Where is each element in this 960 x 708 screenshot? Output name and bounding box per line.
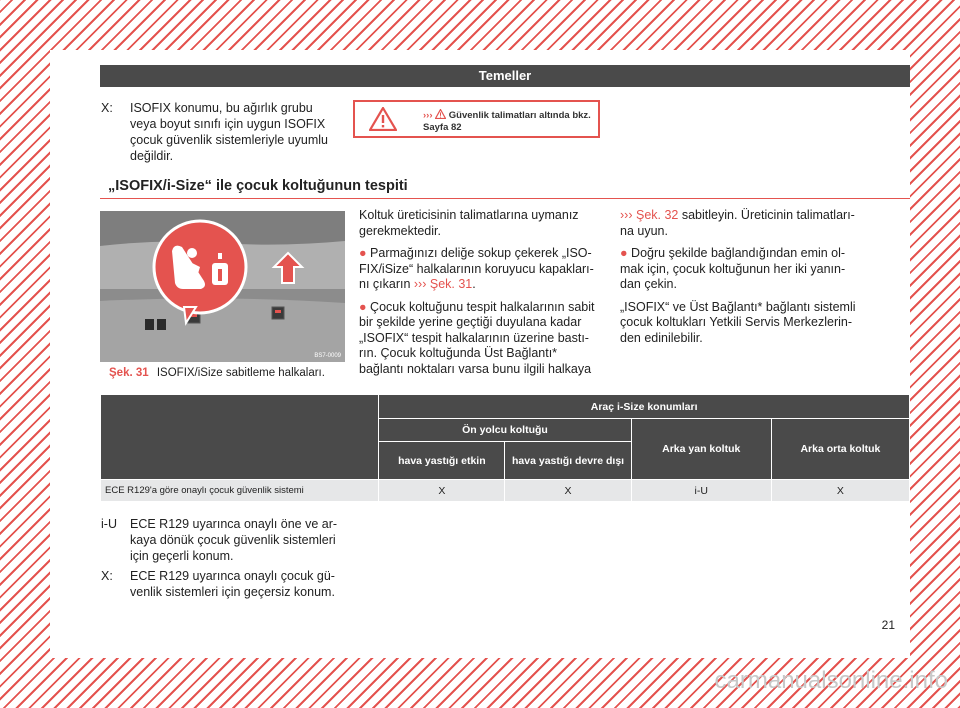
table-header-rear-side: Arka yan koltuk bbox=[631, 419, 771, 480]
section-divider bbox=[100, 198, 910, 199]
definition-text: ECE R129 uyarınca onaylı öne ve ar-kaya dönük çocuk güvenlik sistemleri için geçerli konum. bbox=[130, 517, 338, 563]
section-title: „ISOFIX/i-Size“ ile çocuk koltuğunun tespiti bbox=[108, 178, 408, 194]
isofix-anchor-illustration bbox=[100, 211, 345, 362]
bullet-text: Parmağınızı deliğe sokup çekerek „ISO-FIX/iSize“ halkalarının koruyucu kapakları-nı çıkarın bbox=[359, 246, 594, 291]
bullet-dot-icon: ● bbox=[620, 246, 628, 260]
bullet-text-end: . bbox=[472, 277, 476, 291]
reference-arrows: ››› bbox=[620, 208, 633, 222]
warning-line-1: Güvenlik talimatları altında bkz. bbox=[448, 110, 591, 121]
table-header-airbag-on: hava yastığı etkin bbox=[379, 442, 505, 480]
bullet-item bbox=[620, 246, 865, 293]
paragraph-text: sabitleyin. Üreticinin talimatları-na uyun. bbox=[620, 208, 855, 238]
bullet-text: Doğru şekilde bağlandığından emin ol-mak için, çocuk koltuğunun her iki yanın-dan çekin. bbox=[620, 246, 846, 291]
definition-text: ISOFIX konumu, bu ağırlık grubu veya boyut sınıfı için uygun ISOFIX çocuk güvenlik sistemleriyle uyumlu değildir. bbox=[130, 101, 328, 163]
warning-triangle-icon bbox=[435, 109, 446, 119]
bullet-dot-icon: ● bbox=[359, 246, 367, 260]
definition-item bbox=[101, 516, 339, 564]
safety-warning-box bbox=[353, 100, 600, 138]
bullet-item bbox=[359, 300, 601, 378]
bullet-item bbox=[359, 246, 601, 293]
paragraph bbox=[620, 208, 865, 239]
bullet-text: Çocuk koltuğunu tespit halkalarının sabit bir şekilde yerine geçtiği duyulana kadar „ISOFIX“ tespit halkalarının üzerine bastı-rın. Çocuk koltuğunda Üst Bağlantı* bağlantı noktaları varsa bunu ilgili halkaya bbox=[359, 299, 595, 376]
definition-term: i-U bbox=[101, 517, 117, 531]
bullet-dot-icon: ● bbox=[359, 299, 367, 314]
reference-arrows: ››› bbox=[413, 277, 427, 291]
definition-item bbox=[101, 568, 339, 600]
definition-text: ECE R129 uyarınca onaylı çocuk gü-venlik sistemleri için geçersiz konum. bbox=[130, 569, 335, 599]
manual-page bbox=[50, 50, 910, 658]
table-cell: X bbox=[379, 480, 505, 502]
chapter-header bbox=[100, 65, 910, 87]
warning-triangle-icon bbox=[369, 107, 397, 131]
definition-term: X: bbox=[101, 569, 113, 583]
chapter-title: Temeller bbox=[478, 68, 532, 83]
table-cell: X bbox=[505, 480, 631, 502]
figure-caption-text: ISOFIX/iSize sabitleme halkaları. bbox=[156, 367, 325, 379]
text-column-1 bbox=[359, 208, 601, 384]
table-header-main: Araç i-Size konumları bbox=[379, 395, 910, 419]
figure-code: BS7-0009 bbox=[314, 353, 341, 359]
figure-link[interactable]: Şek. 32 bbox=[635, 208, 679, 222]
paragraph: Koltuk üreticisinin talimatlarına uymanız gerekmektedir. bbox=[359, 208, 579, 238]
page-number: 21 bbox=[881, 618, 895, 632]
warning-line-2: Sayfa 82 bbox=[423, 122, 462, 133]
table-header-front: Ön yolcu koltuğu bbox=[379, 419, 631, 442]
table-header-airbag-off: hava yastığı devre dışı bbox=[505, 442, 631, 480]
top-definition-list bbox=[101, 100, 336, 168]
isize-positions-table bbox=[100, 394, 910, 502]
figure-link[interactable]: Şek. 31 bbox=[429, 277, 473, 291]
bottom-definition-list bbox=[101, 516, 339, 604]
figure-caption bbox=[109, 367, 325, 379]
table-cell: X bbox=[771, 480, 909, 502]
definition-item bbox=[101, 100, 336, 164]
watermark-text: carmanualsonline.info bbox=[714, 667, 948, 694]
warning-text bbox=[423, 109, 591, 134]
reference-arrows: ››› bbox=[423, 110, 433, 121]
definition-term: X: bbox=[101, 101, 113, 115]
table-cell: i-U bbox=[631, 480, 771, 502]
isofix-figure bbox=[100, 211, 345, 362]
table-cell-label: ECE R129'a göre onaylı çocuk güvenlik sistemi bbox=[101, 480, 379, 502]
table-corner-cell bbox=[101, 395, 379, 480]
table-row bbox=[101, 480, 910, 502]
paragraph: „ISOFIX“ ve Üst Bağlantı* bağlantı sistemli çocuk koltukları Yetkili Servis Merkezlerin-den edinilebilir. bbox=[620, 299, 856, 345]
table-header-rear-center: Arka orta koltuk bbox=[771, 419, 909, 480]
figure-ref: Şek. 31 bbox=[109, 367, 149, 379]
text-column-2 bbox=[620, 208, 865, 353]
